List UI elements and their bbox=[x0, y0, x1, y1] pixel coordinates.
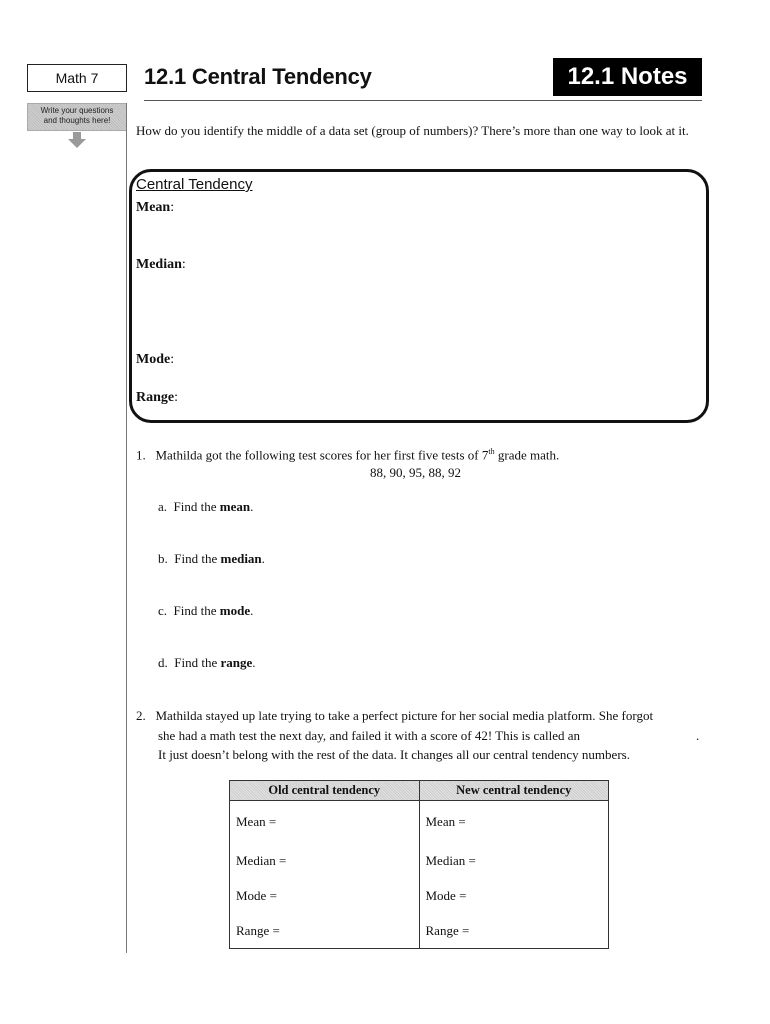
old-range-cell: Range = bbox=[230, 913, 420, 949]
question-2-line-3: It just doesn’t belong with the rest of the data. It changes all our central tendency numbers. bbox=[158, 747, 630, 762]
new-header: New central tendency bbox=[419, 781, 609, 801]
question-1d-term: range bbox=[220, 655, 253, 670]
course-label: Math 7 bbox=[27, 64, 127, 92]
question-1a: a. Find the mean. bbox=[158, 499, 254, 514]
question-1a-prefix: Find the bbox=[173, 499, 217, 514]
mean-definition: Mean: bbox=[136, 200, 175, 215]
new-median-cell: Median = bbox=[419, 843, 609, 878]
new-range-cell: Range = bbox=[419, 913, 609, 949]
old-mean-cell: Mean = bbox=[230, 801, 420, 844]
question-1 bbox=[136, 447, 559, 463]
question-1c-prefix: Find the bbox=[173, 603, 217, 618]
median-term: Median bbox=[136, 257, 182, 272]
question-1-text-end: grade math. bbox=[494, 447, 560, 463]
new-mode-cell: Mode = bbox=[419, 878, 609, 913]
definitions-box bbox=[129, 169, 709, 423]
definitions-heading: Central Tendency bbox=[136, 176, 253, 193]
table-row bbox=[230, 878, 609, 913]
question-1c: c. Find the mode. bbox=[158, 603, 254, 618]
question-2-text-1: Mathilda stayed up late trying to take a perfect picture for her social media platform. She forgot bbox=[155, 708, 654, 723]
page-title: 12.1 Central Tendency bbox=[144, 64, 372, 89]
question-1c-term: mode bbox=[219, 603, 251, 618]
question-2-line-2: she had a math test the next day, and failed it with a score of 42! This is called an bbox=[158, 728, 581, 743]
question-1d: d. Find the range. bbox=[158, 655, 256, 670]
title-divider bbox=[144, 100, 702, 101]
tendency-table bbox=[229, 780, 609, 949]
question-1a-label: a. bbox=[158, 499, 168, 514]
old-header: Old central tendency bbox=[230, 781, 420, 801]
arrow-down-icon bbox=[68, 132, 86, 148]
old-mode-cell: Mode = bbox=[230, 878, 420, 913]
intro-text: How do you identify the middle of a data set (group of numbers)? There’s more than one way to look at it. bbox=[136, 123, 689, 138]
question-1b-term: median bbox=[220, 551, 262, 566]
question-2-line-1 bbox=[136, 708, 706, 724]
mode-term: Mode bbox=[136, 352, 171, 367]
question-1b-label: b. bbox=[158, 551, 168, 566]
question-1-sup: th bbox=[488, 447, 495, 456]
tendency-table-wrapper bbox=[229, 780, 609, 957]
table-row bbox=[230, 843, 609, 878]
question-1a-term: mean bbox=[219, 499, 251, 514]
question-1-text: Mathilda got the following test scores for her first five tests of 7 bbox=[155, 447, 489, 463]
new-mean-cell: Mean = bbox=[419, 801, 609, 844]
question-1b-prefix: Find the bbox=[174, 551, 218, 566]
margin-line bbox=[126, 103, 127, 953]
old-median-cell: Median = bbox=[230, 843, 420, 878]
test-scores: 88, 90, 95, 88, 92 bbox=[370, 465, 461, 480]
question-1-number: 1. bbox=[136, 447, 146, 463]
table-row bbox=[230, 801, 609, 844]
table-header-row bbox=[230, 781, 609, 801]
question-2-number: 2. bbox=[136, 708, 146, 723]
margin-notes-line-2: and thoughts here! bbox=[43, 116, 111, 125]
range-term: Range bbox=[136, 390, 175, 405]
median-definition: Median: bbox=[136, 257, 186, 272]
notes-badge: 12.1 Notes bbox=[553, 58, 702, 96]
question-1b: b. Find the median. bbox=[158, 551, 265, 566]
question-1d-label: d. bbox=[158, 655, 168, 670]
margin-notes-line-1: Write your questions bbox=[40, 106, 114, 115]
range-definition: Range: bbox=[136, 390, 179, 405]
question-2-blank-end: . bbox=[696, 728, 700, 743]
margin-notes-label bbox=[27, 103, 127, 131]
question-1d-prefix: Find the bbox=[174, 655, 218, 670]
question-1c-label: c. bbox=[158, 603, 168, 618]
table-row bbox=[230, 913, 609, 949]
mean-term: Mean bbox=[136, 200, 171, 215]
mode-definition: Mode: bbox=[136, 352, 175, 367]
